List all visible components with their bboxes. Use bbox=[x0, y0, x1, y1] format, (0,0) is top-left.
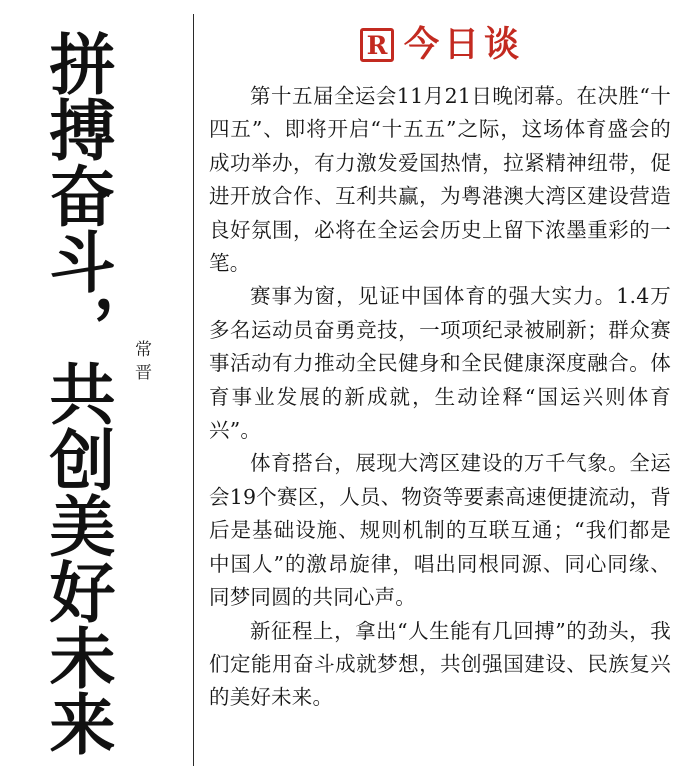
page-title: 拼搏奋斗，共创美好未来 bbox=[38, 30, 116, 756]
byline: 常晋 bbox=[131, 340, 151, 386]
headline-area bbox=[0, 0, 196, 778]
masthead-title: 今日谈 bbox=[403, 24, 524, 65]
article-paragraph: 体育搭台，展现大湾区建设的万千气象。全运会19个赛区，人员、物资等要素高速便捷流动，背后是基础设施、规则机制的互联互通；“我们都是中国人”的激昂旋律，唱出同根同源、同心同缘、同梦同圆的共同心声。 bbox=[209, 451, 671, 610]
article-body bbox=[209, 80, 671, 715]
article-paragraph: 第十五届全运会11月21日晚闭幕。在决胜“十四五”、即将开启“十五五”之际，这场体育盛会的成功举办，有力激发爱国热情，拉紧精神纽带，促进开放合作、互利共赢，为粤港澳大湾区建设营造良好氛围，必将在全运会历史上留下浓墨重彩的一笔。 bbox=[209, 84, 671, 276]
renmin-logo-icon: R bbox=[360, 28, 394, 62]
article-paragraph: 新征程上，拿出“人生能有几回搏”的劲头，我们定能用奋斗成就梦想，共创强国建设、民族复兴的美好未来。 bbox=[209, 618, 671, 710]
article-paragraph: 赛事为窗，见证中国体育的强大实力。1.4万多名运动员奋勇竞技，一项项纪录被刷新；群众赛事活动有力推动全民健身和全民健康深度融合。体育事业发展的新成就，生动诠释“国运兴则体育兴”。 bbox=[209, 284, 671, 443]
masthead bbox=[207, 22, 677, 68]
article-column bbox=[207, 0, 677, 778]
column-divider bbox=[193, 14, 194, 766]
